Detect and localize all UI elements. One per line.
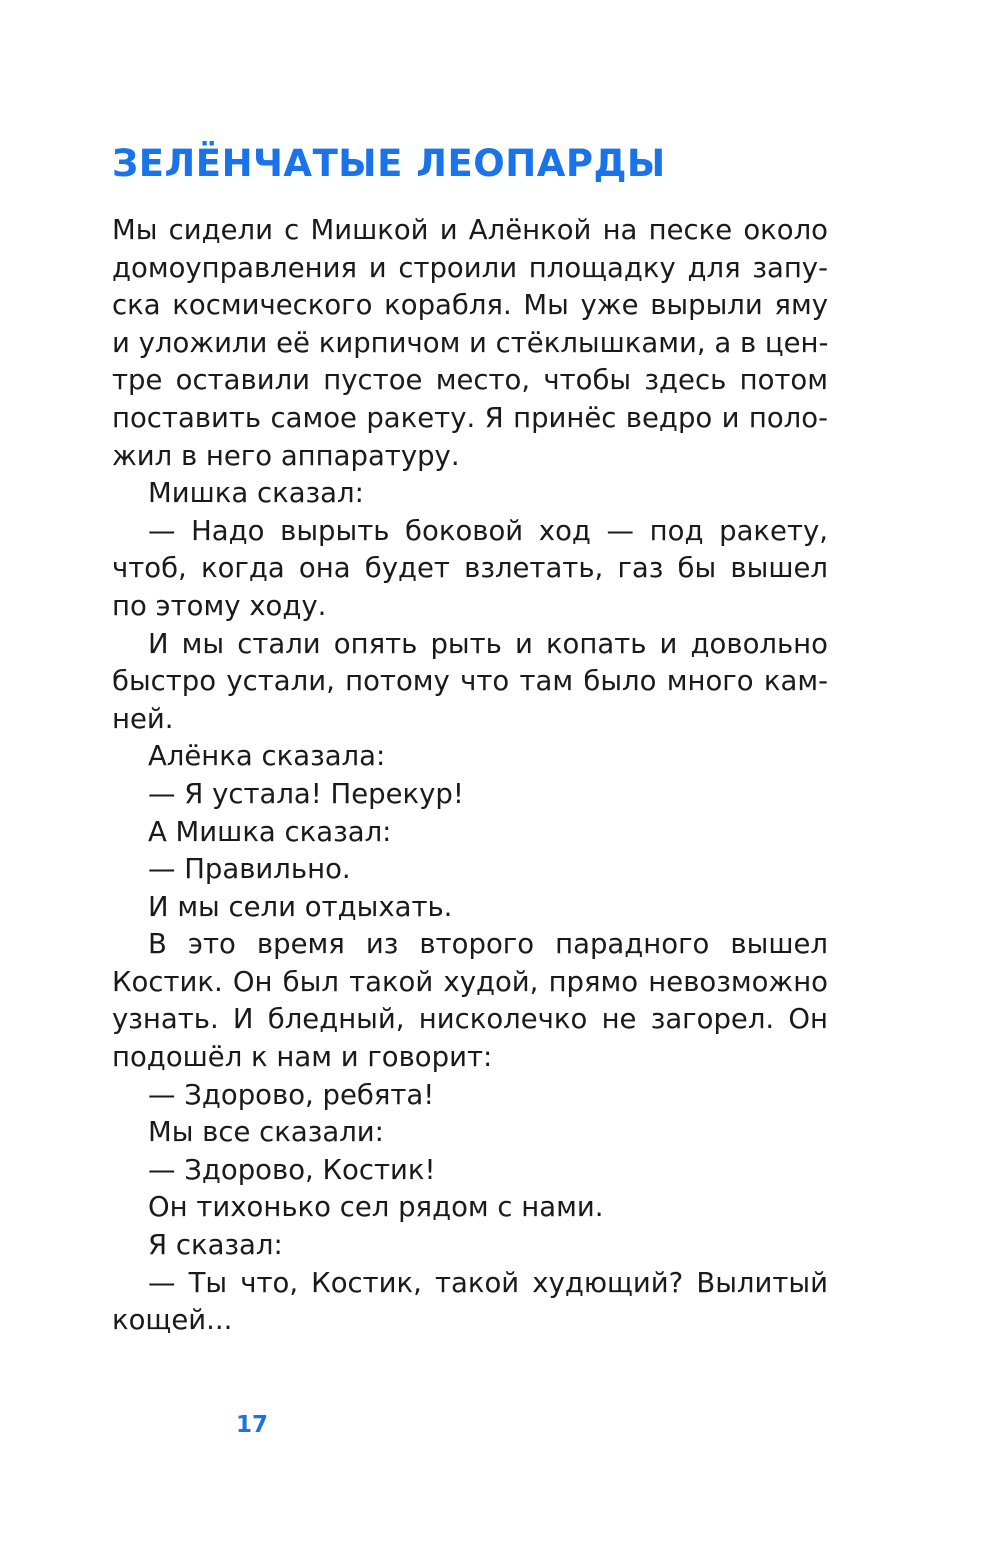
text-line: — Правильно. (148, 853, 351, 886)
text-line: кощей... (112, 1304, 233, 1337)
text-line: жил в него аппаратуру. (112, 439, 460, 472)
text-line: подошёл к нам и говорит: (112, 1041, 493, 1074)
body-text (112, 212, 828, 1340)
text-line: А Мишка сказал: (148, 815, 392, 848)
text-line: и уложили её кирпичом и стёклышками, а в цен- (112, 326, 828, 359)
text-line: по этому ходу. (112, 589, 327, 622)
text-line: Мы сидели с Мишкой и Алёнкой на песке около (112, 214, 828, 246)
text-line: — Ты что, Костик, такой худющий? Вылитый (148, 1266, 828, 1299)
text-line: И мы стали опять рыть и копать и довольно (148, 627, 828, 660)
text-line: — Я устала! Перекур! (148, 777, 464, 810)
text-line: быстро устали, потому что там было много кам- (112, 665, 828, 698)
text-line: Мы все сказали: (148, 1116, 384, 1149)
text-line: узнать. И бледный, нисколечко не загорел. Он (112, 1003, 828, 1036)
chapter-title: ЗЕЛЁНЧАТЫЕ ЛЕОПАРДЫ (112, 142, 666, 185)
text-line: И мы сели отдыхать. (148, 890, 453, 923)
text-line: ней. (112, 702, 174, 735)
text-line: — Надо вырыть боковой ход — под ракету, (148, 514, 828, 547)
text-line: чтоб, когда она будет взлетать, газ бы вышел (112, 552, 828, 585)
text-line: Костик. Он был такой худой, прямо невозможно (112, 965, 828, 998)
text-line: — Здорово, Костик! (148, 1153, 436, 1186)
text-line: ска космического корабля. Мы уже вырыли яму (112, 289, 828, 322)
page-number: 17 (236, 1412, 269, 1438)
text-line: домоуправления и строили площадку для запу- (112, 251, 828, 284)
text-line: Он тихонько сел рядом с нами. (148, 1191, 604, 1224)
text-line: — Здорово, ребята! (148, 1078, 435, 1111)
text-line: В это время из второго парадного вышел (148, 928, 828, 961)
text-line: тре оставили пустое место, чтобы здесь потом (112, 364, 828, 397)
text-line: Алёнка сказала: (148, 740, 386, 773)
text-line: Я сказал: (148, 1229, 283, 1262)
text-line: Мишка сказал: (148, 477, 364, 510)
text-line: поставить самое ракету. Я принёс ведро и поло- (112, 401, 828, 434)
